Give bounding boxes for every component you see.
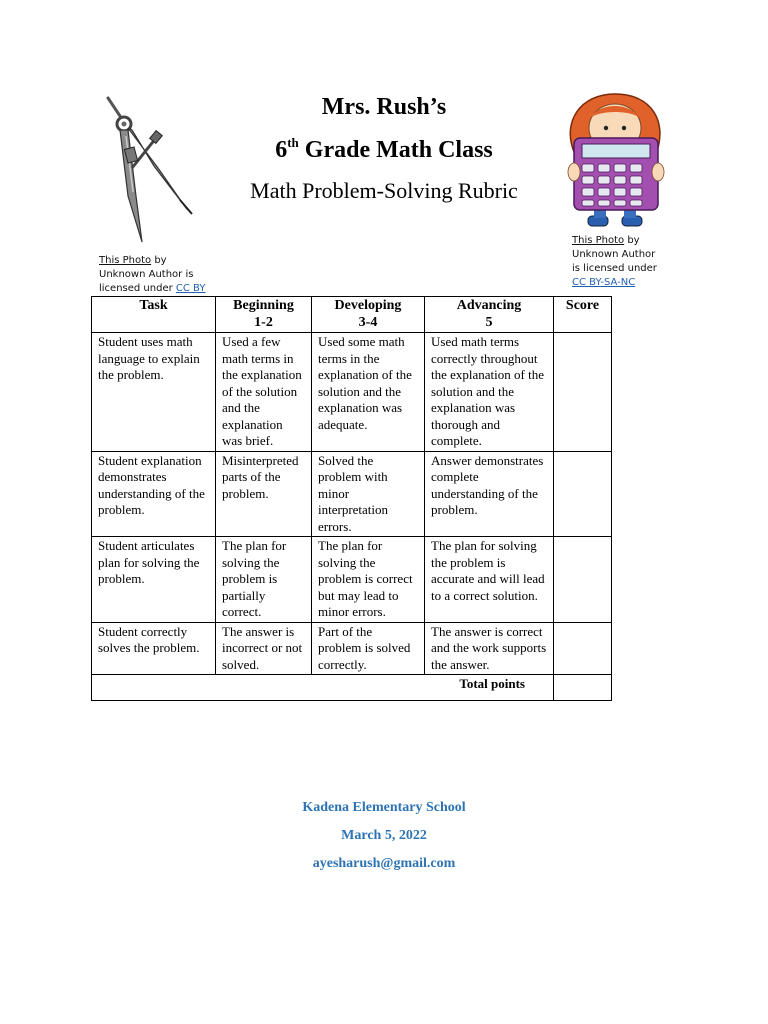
left-attrib-licensed: licensed under — [99, 283, 176, 294]
table-row — [92, 451, 612, 537]
score-cell[interactable] — [554, 451, 612, 537]
right-license-link[interactable]: CC BY-SA-NC — [572, 277, 636, 288]
advancing-cell: The plan for solving the problem is accurate and will lead to a correct solution. — [425, 537, 554, 623]
score-cell[interactable] — [554, 333, 612, 452]
school-name: Kadena Elementary School — [302, 800, 466, 815]
grade-number: 6 — [275, 137, 288, 163]
beginning-cell: The plan for solving the problem is partially correct. — [216, 537, 312, 623]
developing-cell: The plan for solving the problem is correct but may lead to minor errors. — [312, 537, 425, 623]
class-title — [0, 137, 768, 164]
right-attrib-licensed: is licensed under — [572, 263, 657, 274]
score-cell[interactable] — [554, 537, 612, 623]
header-advancing — [425, 297, 554, 333]
left-photo-link[interactable]: This Photo — [99, 255, 152, 266]
header-developing — [312, 297, 425, 333]
task-cell: Student uses math language to explain the problem. — [92, 333, 216, 452]
table-row — [92, 622, 612, 675]
header-beginning — [216, 297, 312, 333]
score-cell[interactable] — [554, 622, 612, 675]
developing-cell: Part of the problem is solved correctly. — [312, 622, 425, 675]
header-developing-label: Developing — [334, 298, 402, 313]
header-score-label: Score — [565, 298, 600, 313]
task-cell: Student articulates plan for solving the problem. — [92, 537, 216, 623]
right-attrib-by: by — [624, 235, 640, 246]
page-title: Mrs. Rush’s — [321, 94, 447, 120]
total-score-cell[interactable] — [554, 675, 612, 701]
developing-cell: Solved the problem with minor interpretation errors. — [312, 451, 425, 537]
rubric-subtitle: Math Problem-Solving Rubric — [250, 178, 518, 203]
left-attrib-by: by — [151, 255, 167, 266]
header-score — [554, 297, 612, 333]
right-photo-attribution — [572, 234, 657, 290]
beginning-cell: Used a few math terms in the explanation of the solution and the explanation was brief. — [216, 333, 312, 452]
total-points-label: Total points — [92, 675, 554, 701]
advancing-cell: The answer is correct and the work supports the answer. — [425, 622, 554, 675]
table-row — [92, 537, 612, 623]
total-row — [92, 675, 612, 701]
left-license-link[interactable]: CC BY — [175, 283, 206, 294]
contact-email[interactable]: ayesharush@gmail.com — [312, 856, 456, 871]
grade-ordinal: th — [287, 135, 299, 150]
table-header-row — [92, 297, 612, 333]
document-date: March 5, 2022 — [341, 828, 427, 843]
task-cell: Student correctly solves the problem. — [92, 622, 216, 675]
advancing-cell: Answer demonstrates complete understanding of the problem. — [425, 451, 554, 537]
header-task-label: Task — [139, 298, 168, 313]
header-task — [92, 297, 216, 333]
right-attrib-author: Unknown Author — [572, 249, 656, 260]
header-developing-range: 3-4 — [358, 314, 378, 330]
table-row — [92, 333, 612, 452]
header-beginning-label: Beginning — [233, 298, 294, 313]
rubric-table — [91, 296, 612, 701]
beginning-cell: The answer is incorrect or not solved. — [216, 622, 312, 675]
header-advancing-range: 5 — [485, 314, 493, 330]
right-photo-link[interactable]: This Photo — [572, 235, 625, 246]
header-advancing-label: Advancing — [456, 298, 522, 313]
left-photo-attribution — [99, 254, 205, 296]
beginning-cell: Misinterpreted parts of the problem. — [216, 451, 312, 537]
advancing-cell: Used math terms correctly throughout the explanation of the solution and the explanation was thorough and complete. — [425, 333, 554, 452]
class-title-rest: Grade Math Class — [298, 137, 493, 163]
task-cell: Student explanation demonstrates understanding of the problem. — [92, 451, 216, 537]
left-attrib-author: Unknown Author is — [99, 269, 194, 280]
header-beginning-range: 1-2 — [254, 314, 273, 330]
developing-cell: Used some math terms in the explanation of the solution and the explanation was adequate. — [312, 333, 425, 452]
